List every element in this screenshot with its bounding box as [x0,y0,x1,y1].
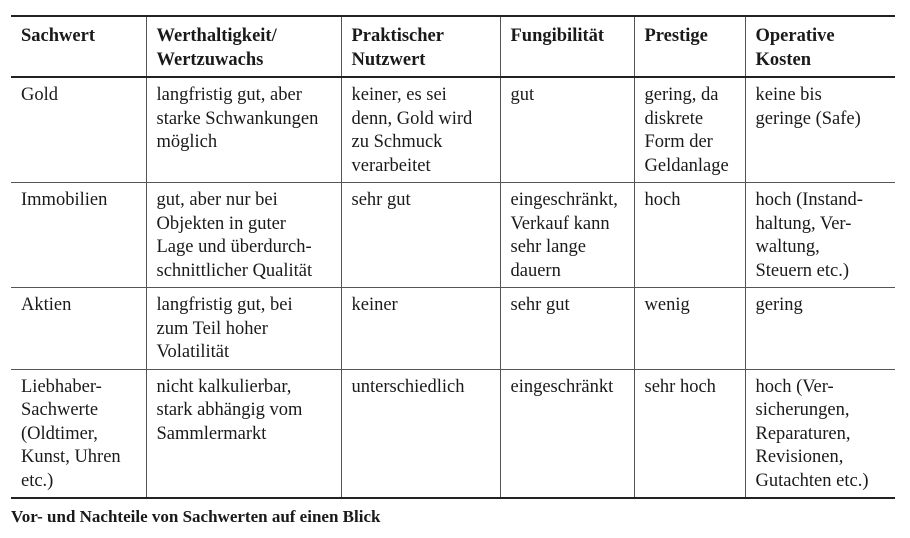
header-werthaltigkeit: Werthaltigkeit/ Wertzuwachs [146,16,341,77]
table-cell: Aktien [11,288,146,370]
table-cell: sehr gut [341,183,500,288]
table-cell: unterschiedlich [341,369,500,498]
table-row [11,183,895,288]
table-caption: Vor- und Nachteile von Sachwerten auf einen Blick [11,507,381,526]
table-cell: gut, aber nur bei Objekten in guter Lage und überdurch- schnittlicher Qualität [146,183,341,288]
header-fungibilitaet: Fungibilität [500,16,634,77]
table-cell: keiner [341,288,500,370]
header-nutzwert: Praktischer Nutzwert [341,16,500,77]
table-cell: hoch (Instand- haltung, Ver- waltung, Steuern etc.) [745,183,895,288]
table-cell: langfristig gut, aber starke Schwankungen möglich [146,77,341,183]
table-cell: nicht kalkulierbar, stark abhängig vom Sammlermarkt [146,369,341,498]
header-sachwert: Sachwert [11,16,146,77]
table-cell: Immobilien [11,183,146,288]
table-cell: gering [745,288,895,370]
table-cell: langfristig gut, bei zum Teil hoher Volatilität [146,288,341,370]
header-operative-kosten: Operative Kosten [745,16,895,77]
table-cell: sehr hoch [634,369,745,498]
table-cell: sehr gut [500,288,634,370]
table-cell: keine bis geringe (Safe) [745,77,895,183]
table-row [11,369,895,498]
table-cell: keiner, es sei denn, Gold wird zu Schmuck verarbeitet [341,77,500,183]
table-cell: Liebhaber- Sachwerte (Oldtimer, Kunst, Uhren etc.) [11,369,146,498]
comparison-table-wrapper [11,15,895,499]
table-cell: hoch (Ver- sicherungen, Reparaturen, Revisionen, Gutachten etc.) [745,369,895,498]
table-cell: Gold [11,77,146,183]
table-cell: eingeschränkt, Verkauf kann sehr lange dauern [500,183,634,288]
table-row [11,288,895,370]
table-cell: hoch [634,183,745,288]
table-cell: eingeschränkt [500,369,634,498]
table-row [11,77,895,183]
table-header-row [11,16,895,77]
table-cell: gering, da diskrete Form der Geldanlage [634,77,745,183]
comparison-table [11,15,895,499]
table-cell: gut [500,77,634,183]
table-cell: wenig [634,288,745,370]
header-prestige: Prestige [634,16,745,77]
